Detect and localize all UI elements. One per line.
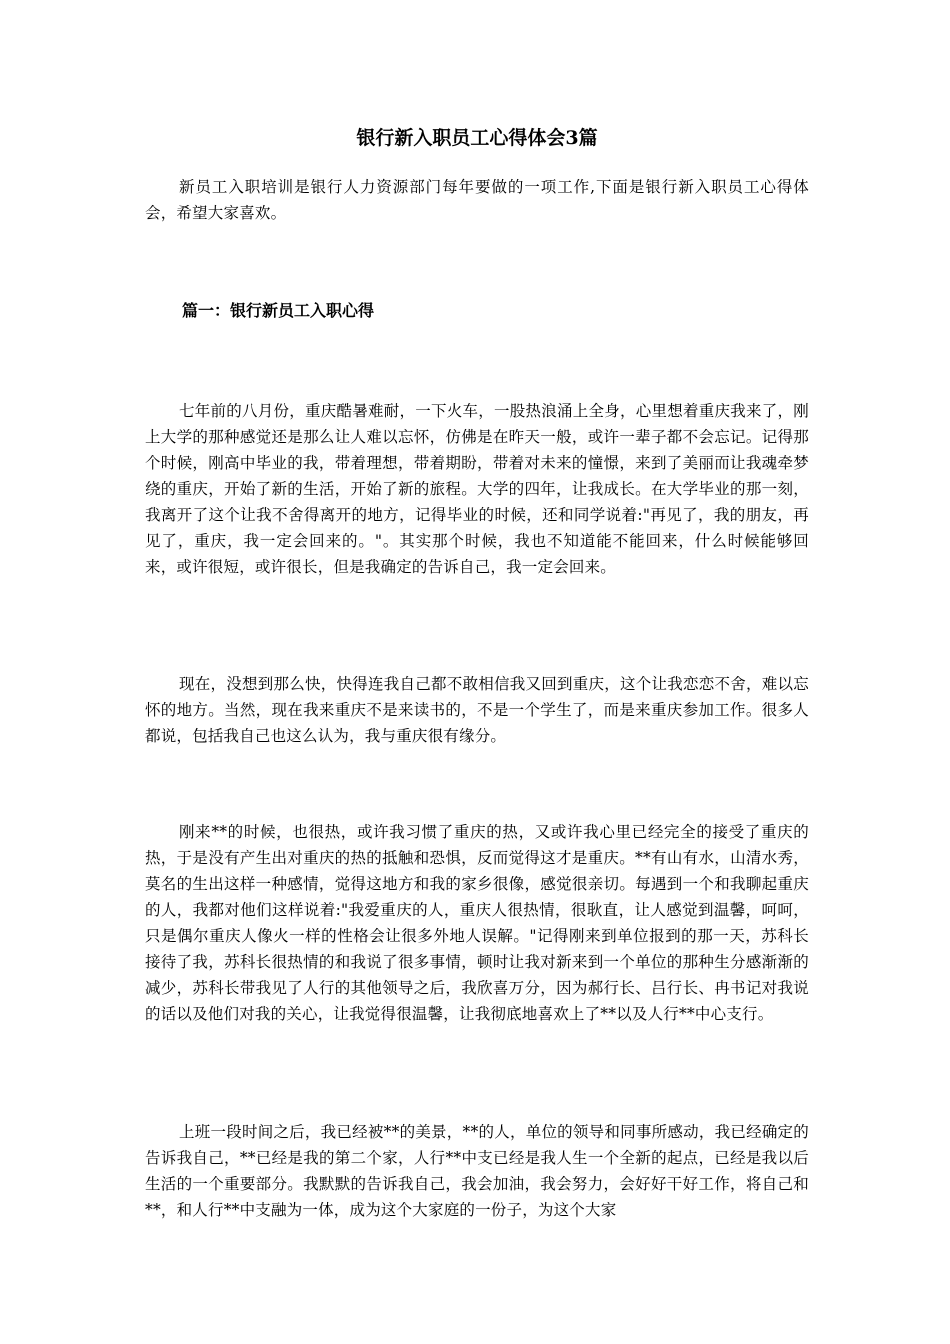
body-paragraph-2: 现在，没想到那么快，快得连我自己都不敢相信我又回到重庆，这个让我恋恋不舍，难以忘怀的地方。当然，现在我来重庆不是来读书的，不是一个学生了，而是来重庆参加工作。很多人都说，包括我自己也这么认为，我与重庆很有缘分。 — [145, 675, 809, 745]
body-paragraph-1: 七年前的八月份，重庆酷暑难耐，一下火车，一股热浪涌上全身，心里想着重庆我来了，刚上大学的那种感觉还是那么让人难以忘怀，仿佛是在昨天一般，或许一辈子都不会忘记。记得那个时候，刚高中毕业的我，带着理想，带着期盼，带着对未来的憧憬，来到了美丽而让我魂牵梦绕的重庆，开始了新的生活，开始了新的旅程。大学的四年，让我成长。在大学毕业的那一刻，我离开了这个让我不舍得离开的地方，记得毕业的时候，还和同学说着:"再见了，我的朋友，再见了，重庆，我一定会回来的。"。其实那个时候，我也不知道能不能回来，什么时候能够回来，或许很短，或许很长，但是我确定的告诉自己，我一定会回来。 — [145, 402, 809, 576]
body-paragraph-4: 上班一段时间之后，我已经被**的美景，**的人，单位的领导和同事所感动，我已经确定的告诉我自己，**已经是我的第二个家，人行**中支已经是我人生一个全新的起点，已经是我以后生活的一个重要部分。我默默的告诉我自己，我会加油，我会努力，会好好干好工作，将自己和**，和人行**中支融为一体，成为这个大家庭的一份子，为这个大家 — [145, 1123, 809, 1219]
document-title: 银行新入职员工心得体会3篇 — [356, 127, 598, 149]
body-paragraph-3: 刚来**的时候，也很热，或许我习惯了重庆的热，又或许我心里已经完全的接受了重庆的热，于是没有产生出对重庆的热的抵触和恐惧，反而觉得这才是重庆。**有山有水，山清水秀，莫名的生出这样一种感情，觉得这地方和我的家乡很像，感觉很亲切。每遇到一个和我聊起重庆的人，我都对他们这样说着:"我爱重庆的人，重庆人很热情，很耿直，让人感觉到温馨，呵呵，只是偶尔重庆人像火一样的性格会让很多外地人误解。"记得刚来到单位报到的那一天，苏科长接待了我，苏科长很热情的和我说了很多事情，顿时让我对新来到一个单位的那种生分感渐渐的减少，苏科长带我见了人行的其他领导之后，我欣喜万分，因为郝行长、吕行长、冉书记对我说的话以及他们对我的关心，让我觉得很温馨，让我彻底地喜欢上了**以及人行**中心支行。 — [145, 823, 809, 1023]
intro-paragraph: 新员工入职培训是银行人力资源部门每年要做的一项工作,下面是银行新入职员工心得体会，希望大家喜欢。 — [145, 178, 809, 222]
section-heading: 篇一：银行新员工入职心得 — [182, 301, 375, 320]
